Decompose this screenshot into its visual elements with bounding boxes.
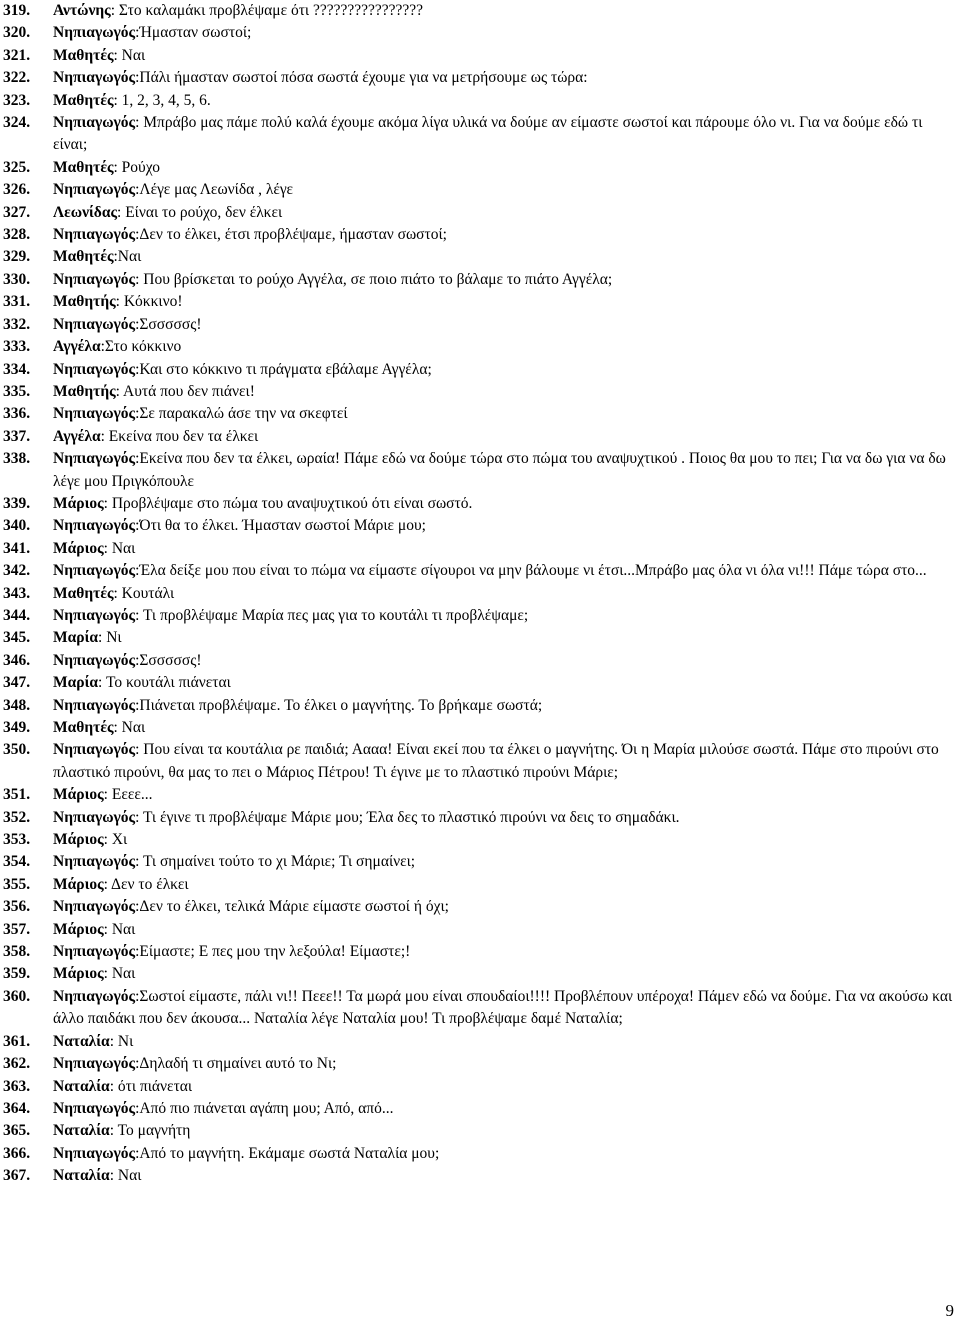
- utterance-text: Σσσσσσς!: [139, 651, 202, 669]
- separator: :: [135, 69, 140, 87]
- speaker-name: Νηπιαγωγός: [53, 1144, 136, 1162]
- utterance: [53, 493, 960, 515]
- separator: :: [100, 427, 109, 445]
- utterance-text: Νι: [117, 1032, 134, 1050]
- transcript-entry: [0, 0, 960, 22]
- utterance-text: Το μαγνήτη: [117, 1122, 191, 1140]
- line-number: 339.: [3, 494, 31, 512]
- separator: :: [135, 1144, 140, 1162]
- speaker-name: Μάριος: [53, 875, 104, 893]
- separator: :: [135, 450, 140, 468]
- transcript-entry: [0, 336, 960, 358]
- speaker-name: Αγγέλα: [53, 338, 101, 356]
- speaker-name: Μαρία: [53, 629, 99, 647]
- separator: :: [103, 875, 111, 893]
- utterance: [53, 1165, 960, 1187]
- transcript-entry: [0, 246, 960, 268]
- line-number: 320.: [3, 24, 31, 42]
- line-number: 357.: [3, 920, 31, 938]
- line-number: 351.: [3, 786, 31, 804]
- utterance-text: Από πιο πιάνεται αγάπη μου; Από, από...: [139, 1099, 394, 1117]
- utterance: [53, 269, 960, 291]
- utterance: [53, 1076, 960, 1098]
- utterance: [53, 359, 960, 381]
- line-number: 340.: [3, 517, 31, 535]
- utterance-text: Εεεε...: [111, 786, 153, 804]
- speaker-name: Ναταλία: [53, 1032, 110, 1050]
- separator: :: [135, 898, 140, 916]
- separator: :: [135, 606, 143, 624]
- speaker-name: Ναταλία: [53, 1167, 110, 1185]
- utterance: [53, 650, 960, 672]
- separator: :: [113, 158, 122, 176]
- speaker-name: Μαρία: [53, 674, 99, 692]
- speaker-name: Νηπιαγωγός: [53, 226, 136, 244]
- speaker-name: Νηπιαγωγός: [53, 1099, 136, 1117]
- line-number: 347.: [3, 674, 31, 692]
- utterance-text: Ναι: [117, 1167, 142, 1185]
- utterance: [53, 336, 960, 358]
- speaker-name: Νηπιαγωγός: [53, 606, 136, 624]
- line-number: 335.: [3, 382, 31, 400]
- transcript-entry: [0, 291, 960, 313]
- line-number: 334.: [3, 360, 31, 378]
- transcript-entry: [0, 90, 960, 112]
- utterance-text: Από το μαγνήτη. Εκάμαμε σωστά Ναταλία μου;: [139, 1144, 440, 1162]
- utterance: [53, 583, 960, 605]
- utterance: [53, 717, 960, 739]
- transcript-entry: [0, 1053, 960, 1075]
- utterance-text: Στο καλαμάκι προβλέψαμε ότι ????????????????: [118, 2, 424, 19]
- line-number: 353.: [3, 831, 31, 849]
- utterance: [53, 403, 960, 425]
- transcript-entry: [0, 1098, 960, 1120]
- speaker-name: Μαθητής: [53, 293, 116, 311]
- separator: :: [98, 629, 107, 647]
- line-number: 336.: [3, 405, 31, 423]
- utterance-text: Ναι: [121, 46, 146, 64]
- transcript-entry: [0, 426, 960, 448]
- speaker-name: Μαθητές: [53, 584, 114, 602]
- separator: :: [113, 46, 122, 64]
- separator: :: [98, 674, 106, 692]
- utterance-text: Είναι το ρούχο, δεν έλκει: [125, 203, 283, 221]
- speaker-name: Μαθητής: [53, 382, 116, 400]
- utterance: [53, 157, 960, 179]
- speaker-name: Μαθητές: [53, 719, 114, 736]
- separator: :: [113, 91, 122, 109]
- transcript-entry: [0, 851, 960, 873]
- utterance: [53, 560, 960, 582]
- speaker-name: Μάριος: [53, 920, 104, 938]
- utterance-text: Μπράβο μας πάμε πολύ καλά έχουμε ακόμα λίγα υλικά να δούμε αν είμαστε σωστοί και πάρουμε όλο νι. Για να δούμε εδώ τι είναι;: [53, 114, 923, 154]
- utterance-text: Τι προβλέψαμε Μαρία πες μας για το κουτάλι τι προβλέψαμε;: [142, 606, 529, 624]
- line-number: 344.: [3, 606, 31, 624]
- line-number: 337.: [3, 427, 31, 445]
- speaker-name: Νηπιαγωγός: [53, 853, 136, 871]
- separator: :: [103, 539, 112, 557]
- transcript-entry: [0, 1143, 960, 1165]
- separator: :: [109, 1167, 118, 1185]
- utterance-text: Δεν το έλκει: [111, 875, 189, 893]
- line-number: 332.: [3, 315, 31, 333]
- transcript-entry: [0, 650, 960, 672]
- line-number: 326.: [3, 181, 31, 199]
- speaker-name: Μάριος: [53, 539, 104, 557]
- speaker-name: Ναταλία: [53, 1122, 110, 1140]
- transcript-entry: [0, 269, 960, 291]
- utterance: [53, 874, 960, 896]
- speaker-name: Νηπιαγωγός: [53, 181, 136, 199]
- line-number: 341.: [3, 539, 31, 557]
- separator: :: [113, 584, 122, 602]
- speaker-name: Αντώνης: [53, 2, 111, 19]
- utterance: [53, 179, 960, 201]
- line-number: 352.: [3, 808, 31, 826]
- transcript-entry: [0, 627, 960, 649]
- line-number: 365.: [3, 1122, 31, 1140]
- utterance: [53, 291, 960, 313]
- separator: :: [103, 920, 112, 938]
- transcript-entry: [0, 1076, 960, 1098]
- utterance: [53, 426, 960, 448]
- utterance-text: Σε παρακαλώ άσε την να σκεφτεί: [139, 405, 348, 423]
- utterance: [53, 784, 960, 806]
- line-number: 364.: [3, 1099, 31, 1117]
- transcript-entry: [0, 314, 960, 336]
- utterance-text: Σσσσσσς!: [139, 315, 202, 333]
- utterance: [53, 381, 960, 403]
- line-number: 355.: [3, 875, 31, 893]
- utterance: [53, 314, 960, 336]
- utterance-text: 1, 2, 3, 4, 5, 6.: [121, 91, 211, 109]
- transcript-entry: [0, 381, 960, 403]
- transcript-entry: [0, 560, 960, 582]
- utterance: [53, 807, 960, 829]
- transcript-entry: [0, 515, 960, 537]
- line-number: 319.: [3, 2, 31, 19]
- separator: :: [135, 24, 140, 42]
- utterance-text: Είμαστε; Ε πες μου την λεξούλα! Είμαστε;!: [139, 943, 411, 961]
- speaker-name: Νηπιαγωγός: [53, 943, 136, 961]
- line-number: 363.: [3, 1077, 31, 1095]
- separator: :: [109, 1077, 118, 1095]
- transcript-entry: [0, 941, 960, 963]
- speaker-name: Μάριος: [53, 494, 104, 512]
- separator: :: [135, 943, 140, 961]
- transcript-entry: [0, 538, 960, 560]
- transcript-entry: [0, 1031, 960, 1053]
- separator: :: [135, 741, 144, 759]
- line-number: 325.: [3, 158, 31, 176]
- line-number: 331.: [3, 293, 31, 311]
- speaker-name: Νηπιαγωγός: [53, 405, 136, 423]
- utterance: [53, 246, 960, 268]
- utterance-text: Τι έγινε τι προβλέψαμε Μάριε μου; Έλα δες το πλαστικό πιρούνι να δεις το σημαδάκι.: [142, 808, 680, 826]
- speaker-name: Νηπιαγωγός: [53, 270, 136, 288]
- transcript-entry: [0, 403, 960, 425]
- utterance: [53, 1031, 960, 1053]
- utterance: [53, 627, 960, 649]
- utterance: [53, 45, 960, 67]
- utterance: [53, 896, 960, 918]
- transcript-entry: [0, 739, 960, 784]
- transcript-entry: [0, 829, 960, 851]
- line-number: 361.: [3, 1032, 31, 1050]
- speaker-name: Μάριος: [53, 965, 104, 983]
- line-number: 359.: [3, 965, 31, 983]
- utterance: [53, 515, 960, 537]
- utterance-text: ότι πιάνεται: [117, 1077, 193, 1095]
- utterance-text: Σωστοί είμαστε, πάλι νι!! Πεεε!! Τα μωρά μου είναι σπουδαίοι!!!! Προβλέπουν υπέροχα! Πάμεν εδώ να δούμε. Για να ακούσω και άλλο παιδάκι που δεν άκουσα... Ναταλία λέγε Ναταλία μου! Τι προβλέψαμε δαμέ Ναταλία;: [53, 987, 953, 1028]
- separator: :: [135, 1055, 140, 1073]
- speaker-name: Νηπιαγωγός: [53, 517, 136, 535]
- utterance: [53, 739, 960, 784]
- separator: :: [135, 405, 140, 423]
- speaker-name: Ναταλία: [53, 1077, 110, 1095]
- transcript-entry: [0, 45, 960, 67]
- line-number: 328.: [3, 226, 31, 244]
- speaker-name: Νηπιαγωγός: [53, 114, 136, 132]
- line-number: 366.: [3, 1144, 31, 1162]
- utterance-text: Που είναι τα κουτάλια ρε παιδιά; Αααα! Είναι εκεί που τα έλκει ο μαγνήτης. Όι η Μαρία μιλούσε σωστά. Πάμε στο πιρούνι στο πλαστικό πιρούνι, θα μας το πει ο Μάριος Πέτρου! Τι έγινε με το πλαστικό πιρούνι Μάριε;: [53, 741, 939, 781]
- speaker-name: Λεωνίδας: [53, 203, 118, 221]
- separator: :: [103, 965, 112, 983]
- transcript-entry: [0, 493, 960, 515]
- transcript-entry: [0, 112, 960, 157]
- utterance-text: Και στο κόκκινο τι πράγματα εβάλαμε Αγγέλα;: [139, 360, 432, 378]
- separator: :: [135, 696, 140, 714]
- utterance: [53, 941, 960, 963]
- speaker-name: Αγγέλα: [53, 427, 101, 445]
- utterance-text: Δηλαδή τι σημαίνει αυτό το Νι;: [139, 1055, 337, 1073]
- speaker-name: Νηπιαγωγός: [53, 1055, 136, 1073]
- transcript-entry: [0, 874, 960, 896]
- utterance: [53, 851, 960, 873]
- utterance-text: Έλα δείξε μου που είναι το πώμα να είμαστε σίγουροι να μην βάλουμε νι έτσι...Μπράβο μας όλα νι όλα νι!!! Πάμε τώρα στο...: [139, 562, 927, 580]
- transcript-entry: [0, 359, 960, 381]
- transcript-entry: [0, 583, 960, 605]
- utterance-text: Ναι: [121, 719, 146, 736]
- separator: :: [113, 719, 122, 736]
- speaker-name: Μαθητές: [53, 158, 114, 176]
- utterance-text: Ότι θα το έλκει. Ήμασταν σωστοί Μάριε μου;: [139, 517, 426, 535]
- separator: :: [109, 1122, 118, 1140]
- utterance: [53, 919, 960, 941]
- speaker-name: Νηπιαγωγός: [53, 450, 136, 468]
- speaker-name: Μαθητές: [53, 248, 114, 266]
- utterance-text: Δεν το έλκει, έτσι προβλέψαμε, ήμασταν σωστοί;: [139, 226, 447, 244]
- transcript-entry: [0, 672, 960, 694]
- line-number: 338.: [3, 450, 31, 468]
- utterance-text: Προβλέψαμε στο πώμα του αναψυχτικού ότι είναι σωστό.: [111, 494, 473, 512]
- utterance-text: Το κουτάλι πιάνεται: [105, 674, 231, 692]
- utterance-text: Ναι: [111, 539, 136, 557]
- speaker-name: Νηπιαγωγός: [53, 24, 136, 42]
- utterance-text: Εκείνα που δεν τα έλκει: [108, 427, 259, 445]
- utterance: [53, 1098, 960, 1120]
- separator: :: [109, 1032, 118, 1050]
- utterance-text: Ναι: [111, 965, 136, 983]
- transcript-entry: [0, 448, 960, 493]
- utterance: [53, 1143, 960, 1165]
- speaker-name: Νηπιαγωγός: [53, 69, 136, 87]
- separator: :: [135, 1099, 140, 1117]
- utterance-text: Πιάνεται προβλέψαμε. Το έλκει ο μαγνήτης. Το βρήκαμε σωστά;: [139, 696, 543, 714]
- separator: :: [110, 2, 119, 19]
- line-number: 321.: [3, 46, 31, 64]
- utterance: [53, 829, 960, 851]
- line-number: 356.: [3, 898, 31, 916]
- line-number: 343.: [3, 584, 31, 602]
- separator: :: [135, 181, 140, 199]
- transcript-entry: [0, 919, 960, 941]
- speaker-name: Νηπιαγωγός: [53, 360, 136, 378]
- line-number: 333.: [3, 338, 31, 356]
- separator: :: [135, 808, 143, 826]
- transcript-entry: [0, 67, 960, 89]
- utterance: [53, 67, 960, 89]
- utterance-text: Λέγε μας Λεωνίδα , λέγε: [139, 181, 293, 199]
- separator: :: [103, 831, 112, 849]
- transcript-entry: [0, 717, 960, 739]
- speaker-name: Μαθητές: [53, 46, 114, 64]
- separator: :: [113, 248, 118, 266]
- transcript-entry: [0, 695, 960, 717]
- utterance-text: Τι σημαίνει τούτο το χι Μάριε; Τι σημαίνει;: [142, 853, 416, 871]
- separator: :: [117, 203, 126, 221]
- separator: :: [103, 786, 112, 804]
- line-number: 327.: [3, 203, 31, 221]
- separator: :: [135, 270, 144, 288]
- utterance: [53, 22, 960, 44]
- speaker-name: Νηπιαγωγός: [53, 696, 136, 714]
- separator: :: [100, 338, 105, 356]
- utterance-text: Κόκκινο!: [123, 293, 183, 311]
- utterance-text: Στο κόκκινο: [104, 338, 182, 356]
- line-number: 324.: [3, 114, 31, 132]
- separator: :: [135, 360, 140, 378]
- line-number: 350.: [3, 741, 31, 759]
- utterance-text: Κουτάλι: [121, 584, 175, 602]
- utterance: [53, 202, 960, 224]
- utterance: [53, 672, 960, 694]
- utterance-text: Χι: [111, 831, 128, 849]
- transcript-entry: [0, 224, 960, 246]
- transcript-entry: [0, 896, 960, 918]
- separator: :: [135, 114, 144, 132]
- utterance-text: Εκείνα που δεν τα έλκει, ωραία! Πάμε εδώ να δούμε τώρα στο πώμα του αναψυχτικού . Ποιος θα μου το πει; Για να δω για να δω λέγε μου Πριγκόπουλε: [53, 450, 946, 490]
- separator: :: [103, 494, 112, 512]
- transcript-entry: [0, 784, 960, 806]
- utterance-text: Ναι: [117, 248, 142, 266]
- speaker-name: Νηπιαγωγός: [53, 987, 136, 1005]
- utterance-text: Πάλι ήμασταν σωστοί πόσα σωστά έχουμε για να μετρήσουμε ως τώρα:: [139, 69, 588, 87]
- utterance: [53, 224, 960, 246]
- utterance: [53, 112, 960, 157]
- utterance-text: Ήμασταν σωστοί;: [139, 24, 252, 42]
- utterance-text: Ναι: [111, 920, 136, 938]
- page-number: 9: [945, 1301, 954, 1320]
- utterance-text: Ρούχο: [121, 158, 161, 176]
- utterance: [53, 448, 960, 493]
- utterance: [53, 695, 960, 717]
- transcript-entry: [0, 1165, 960, 1187]
- separator: :: [135, 651, 140, 669]
- transcript-entry: [0, 986, 960, 1031]
- line-number: 329.: [3, 248, 31, 266]
- separator: :: [135, 987, 140, 1005]
- utterance-text: Δεν το έλκει, τελικά Μάριε είμαστε σωστοί ή όχι;: [139, 898, 449, 916]
- separator: :: [135, 226, 140, 244]
- line-number: 322.: [3, 69, 31, 87]
- line-number: 358.: [3, 943, 31, 961]
- speaker-name: Νηπιαγωγός: [53, 315, 136, 333]
- utterance-text: Νι: [106, 629, 122, 647]
- separator: :: [135, 562, 140, 580]
- transcript-entry: [0, 807, 960, 829]
- utterance: [53, 90, 960, 112]
- line-number: 345.: [3, 629, 31, 647]
- utterance-text: Που βρίσκεται το ρούχο Αγγέλα, σε ποιο πιάτο το βάλαμε το πιάτο Αγγέλα;: [143, 270, 613, 288]
- separator: :: [135, 853, 143, 871]
- line-number: 362.: [3, 1055, 31, 1073]
- transcript-entry: [0, 22, 960, 44]
- utterance: [53, 0, 960, 22]
- utterance: [53, 605, 960, 627]
- separator: :: [135, 315, 140, 333]
- line-number: 323.: [3, 91, 31, 109]
- utterance: [53, 1053, 960, 1075]
- separator: :: [115, 382, 123, 400]
- speaker-name: Μάριος: [53, 831, 104, 849]
- transcript-entry: [0, 179, 960, 201]
- speaker-name: Μαθητές: [53, 91, 114, 109]
- speaker-name: Νηπιαγωγός: [53, 651, 136, 669]
- speaker-name: Μάριος: [53, 786, 104, 804]
- line-number: 346.: [3, 651, 31, 669]
- speaker-name: Νηπιαγωγός: [53, 562, 136, 580]
- line-number: 360.: [3, 987, 31, 1005]
- line-number: 367.: [3, 1167, 31, 1185]
- line-number: 348.: [3, 696, 31, 714]
- utterance: [53, 1120, 960, 1142]
- utterance: [53, 963, 960, 985]
- speaker-name: Νηπιαγωγός: [53, 898, 136, 916]
- line-number: 330.: [3, 270, 31, 288]
- separator: :: [135, 517, 140, 535]
- utterance: [53, 538, 960, 560]
- transcript-entry: [0, 963, 960, 985]
- speaker-name: Νηπιαγωγός: [53, 808, 136, 826]
- separator: :: [115, 293, 124, 311]
- transcript-entry: [0, 157, 960, 179]
- line-number: 354.: [3, 853, 31, 871]
- utterance-text: Αυτά που δεν πιάνει!: [123, 382, 255, 400]
- transcript-entry: [0, 202, 960, 224]
- speaker-name: Νηπιαγωγός: [53, 741, 136, 759]
- line-number: 342.: [3, 562, 31, 580]
- utterance: [53, 986, 960, 1031]
- transcript-entry: [0, 605, 960, 627]
- line-number: 349.: [3, 719, 31, 736]
- transcript-entry: [0, 1120, 960, 1142]
